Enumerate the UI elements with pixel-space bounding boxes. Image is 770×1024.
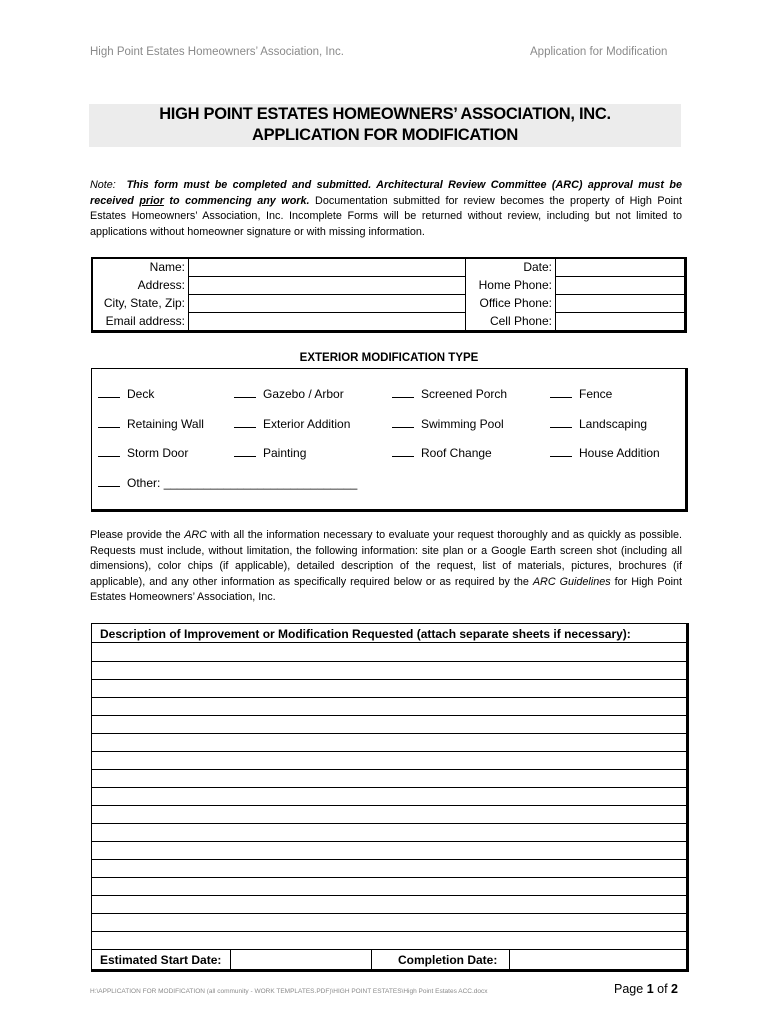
option-checkline[interactable] (550, 418, 572, 428)
other-line[interactable]: _____________________________ (163, 476, 358, 490)
name-field[interactable] (189, 258, 466, 277)
option-checkline[interactable] (392, 418, 414, 428)
description-line[interactable] (92, 859, 686, 860)
option-storm-door[interactable]: Storm Door (98, 446, 188, 460)
date-label: Date: (523, 260, 552, 275)
description-line[interactable] (92, 697, 686, 698)
option-fence[interactable]: Fence (550, 387, 612, 401)
header-form-name: Application for Modification (530, 46, 668, 58)
option-painting[interactable]: Painting (234, 446, 306, 460)
note-label: Note: (90, 179, 116, 191)
option-checkline[interactable] (550, 447, 572, 457)
description-line[interactable] (92, 895, 686, 896)
home-phone-label: Home Phone: (478, 278, 552, 292)
page-title (89, 104, 681, 147)
note-rest: Documentation submitted for review becomes the property of High Point Estates Homeowners’ Association, Inc. Incomplete Forms will be returned without review, including but not limited to applications without homeowner signature or with missing information. (90, 194, 682, 238)
option-roof-change[interactable]: Roof Change (392, 446, 492, 460)
applicant-info-table (91, 257, 687, 333)
option-house-addition[interactable]: House Addition (550, 446, 660, 460)
note-bold-2: to commencing any work. (163, 194, 310, 207)
name-label: Name: (149, 260, 185, 275)
address-field[interactable] (189, 277, 466, 295)
note-paragraph (90, 178, 682, 240)
office-phone-label: Office Phone: (479, 296, 552, 310)
description-line[interactable] (92, 642, 686, 643)
description-line[interactable] (92, 823, 686, 824)
office-phone-field[interactable] (556, 295, 686, 313)
note-bold-1: This form must be completed and submitted. Architectural Review Committee (ARC) approval must be received (90, 179, 683, 207)
arc-term: ARC (184, 529, 207, 541)
modification-options-box (91, 368, 688, 512)
description-title: Description of Improvement or Modification Requested (attach separate sheets if necessary): (100, 627, 631, 641)
description-line[interactable] (92, 769, 686, 770)
email-field[interactable] (189, 313, 466, 332)
description-line[interactable] (92, 805, 686, 806)
option-checkline[interactable] (98, 447, 120, 457)
home-phone-field[interactable] (556, 277, 686, 295)
option-screened-porch[interactable]: Screened Porch (392, 387, 507, 401)
option-checkline[interactable] (392, 388, 414, 398)
option-checkline[interactable] (98, 477, 120, 487)
page-number: Page 1 of 2 (614, 982, 678, 996)
option-checkline[interactable] (98, 418, 120, 428)
completion-date-field[interactable] (509, 950, 687, 970)
option-exterior-addition[interactable]: Exterior Addition (234, 417, 350, 431)
description-line[interactable] (92, 679, 686, 680)
description-line[interactable] (92, 931, 686, 932)
dates-row (92, 949, 686, 970)
option-checkline[interactable] (234, 418, 256, 428)
header-association: High Point Estates Homeowners’ Association, Inc. (90, 46, 344, 58)
cell-phone-label: Cell Phone: (489, 313, 552, 328)
cell-phone-field[interactable] (556, 313, 686, 332)
completion-date-label: Completion Date: (398, 953, 498, 967)
city-state-zip-label: City, State, Zip: (103, 296, 185, 310)
address-label: Address: (137, 278, 185, 292)
option-landscaping[interactable]: Landscaping (550, 417, 647, 431)
option-checkline[interactable] (234, 447, 256, 457)
description-line[interactable] (92, 787, 686, 788)
description-line[interactable] (92, 877, 686, 878)
note-prior: prior (139, 194, 164, 207)
option-checkline[interactable] (550, 388, 572, 398)
start-date-field[interactable] (230, 950, 372, 970)
description-line[interactable] (92, 715, 686, 716)
city-state-zip-field[interactable] (189, 295, 466, 313)
footer-file-path: H:\APPLICATION FOR MODIFICATION (all community - WORK TEMPLATES.PDF)\HIGH POINT ESTATES\High Point Estates ACC.docx (90, 988, 488, 995)
other-label: Other: (127, 476, 161, 490)
date-field[interactable] (556, 258, 686, 277)
option-checkline[interactable] (392, 447, 414, 457)
title-line-2: APPLICATION FOR MODIFICATION (252, 126, 518, 144)
title-line-1: HIGH POINT ESTATES HOMEOWNERS’ ASSOCIATION, INC. (159, 105, 611, 123)
arc-guidelines-term: ARC Guidelines (532, 575, 611, 588)
option-retaining-wall[interactable]: Retaining Wall (98, 417, 204, 431)
option-deck[interactable]: Deck (98, 387, 154, 401)
option-swimming-pool[interactable]: Swimming Pool (392, 417, 504, 431)
description-line[interactable] (92, 913, 686, 914)
modification-section-title: EXTERIOR MODIFICATION TYPE (299, 352, 479, 364)
option-checkline[interactable] (98, 388, 120, 398)
description-line[interactable] (92, 733, 686, 734)
instructions-paragraph: Please provide the ARC with all the information necessary to evaluate your request thoroughly and as quickly as possible. Requests must include, without limitation, the following information: site plan or a Google Earth screen shot (including all dimensions), color chips (if applicable), detailed description of the request, list of materials, pictures, brochures (if applicable), and any other information as specifically required below or as required by the ARC Guidelines for High Point Estates Homeowners’ Association, Inc. (90, 529, 683, 604)
description-box (91, 623, 689, 972)
email-label: Email address: (105, 313, 185, 328)
description-line[interactable] (92, 661, 686, 662)
start-date-label: Estimated Start Date: (100, 953, 222, 967)
description-line[interactable] (92, 751, 686, 752)
option-checkline[interactable] (234, 388, 256, 398)
option-other[interactable] (98, 476, 357, 490)
description-line[interactable] (92, 841, 686, 842)
option-gazebo-arbor[interactable]: Gazebo / Arbor (234, 387, 344, 401)
